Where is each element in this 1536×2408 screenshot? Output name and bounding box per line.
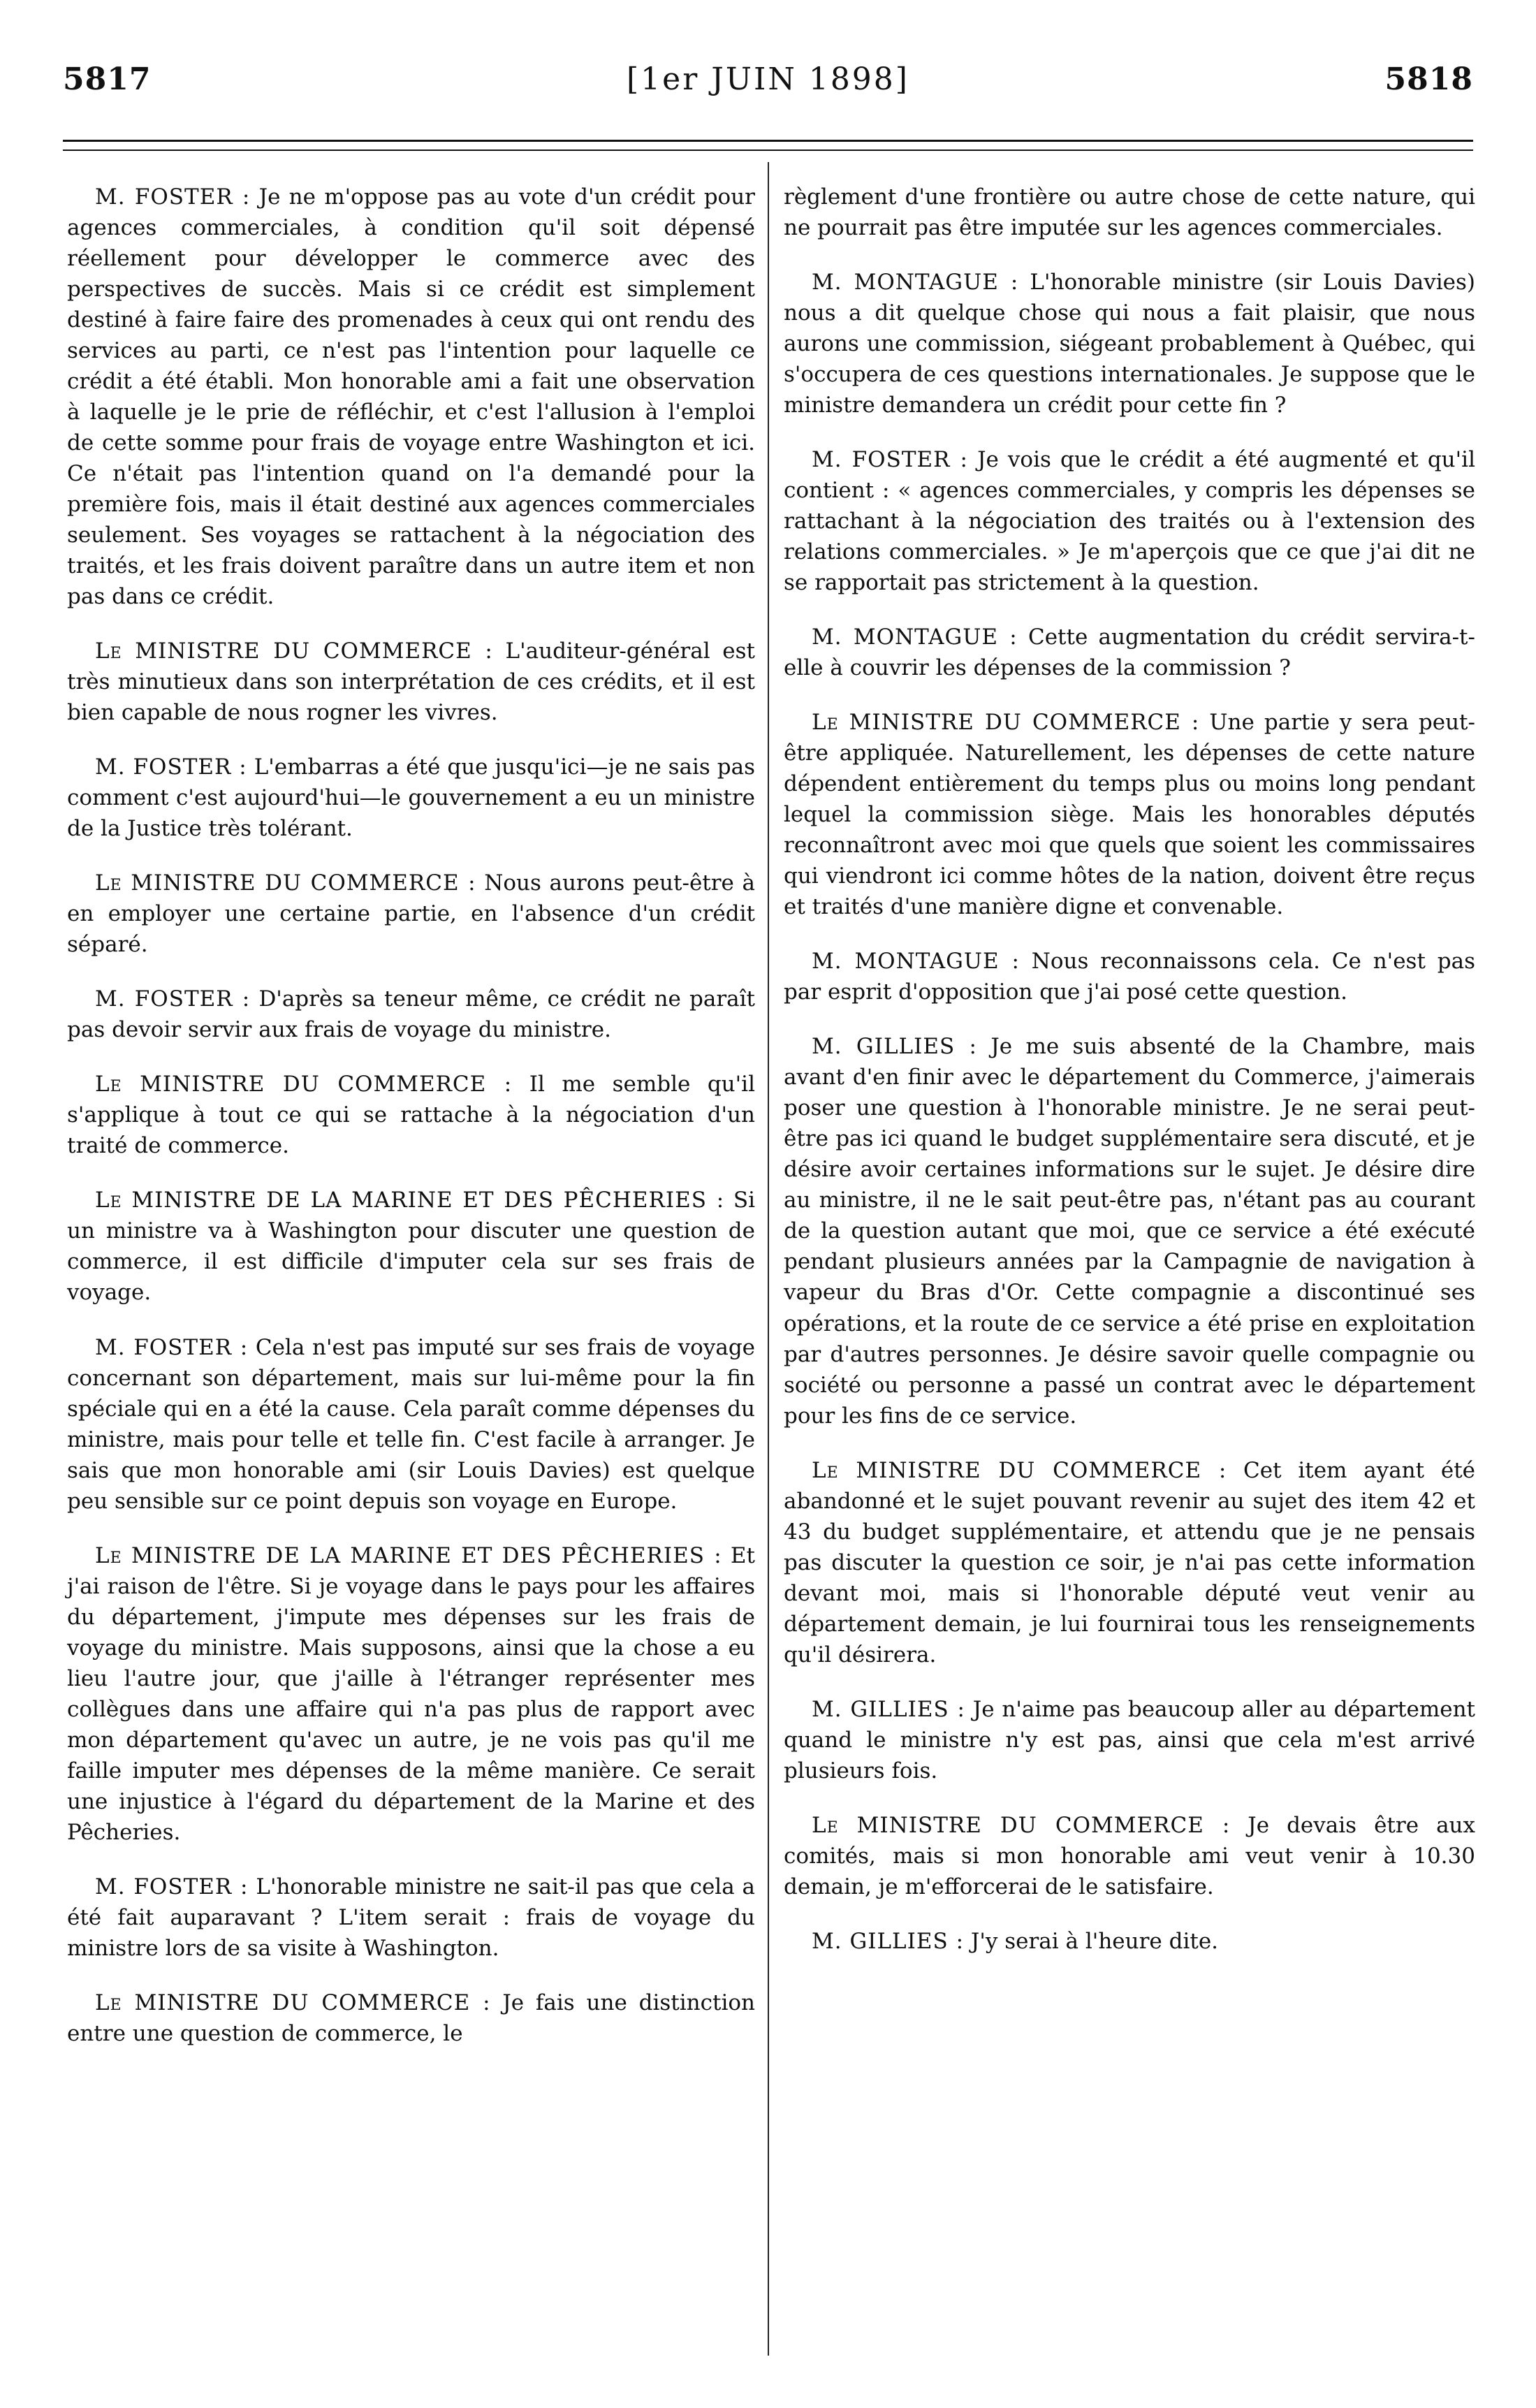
left-column	[67, 182, 755, 2073]
paragraph	[784, 1031, 1475, 1431]
speaker-name: M. GILLIES :	[812, 1696, 965, 1722]
speaker-name: Le MINISTRE DU COMMERCE :	[95, 1072, 513, 1097]
page-header	[63, 61, 1473, 110]
speaker-name: M. FOSTER :	[95, 1334, 249, 1360]
column-divider	[768, 162, 769, 2356]
speaker-name: M. FOSTER :	[812, 447, 968, 473]
speaker-name: M. FOSTER :	[95, 1874, 249, 1899]
right-column	[784, 182, 1475, 1980]
speech-text: Cette augmentation du crédit servira-t-elle à couvrir les dépenses de la commission ?	[784, 625, 1475, 681]
speech-text: L'embarras a été que jusqu'ici—je ne sais pas comment c'est aujourd'hui—le gouvernement a eu un ministre de la Justice très tolérant.	[67, 754, 755, 842]
speaker-name: M. MONTAGUE :	[812, 949, 1020, 975]
speaker-name: Le MINISTRE DU COMMERCE :	[95, 1990, 491, 2015]
speech-text: J'y serai à l'heure dite.	[970, 1928, 1219, 1954]
speech-text: D'après sa teneur même, ce crédit ne paraît pas devoir servir aux frais de voyage du ministre.	[67, 986, 755, 1043]
paragraph	[784, 267, 1475, 421]
speaker-name: Le MINISTRE DU COMMERCE :	[95, 639, 493, 664]
page-number-left: 5817	[63, 61, 152, 97]
speaker-name: Le MINISTRE DU COMMERCE :	[812, 710, 1200, 736]
speech-text: Nous aurons peut-être à en employer une certaine partie, en l'absence d'un crédit séparé.	[67, 870, 755, 958]
paragraph	[784, 1810, 1475, 1902]
speech-text: Nous reconnaissons cela. Ce n'est pas par esprit d'opposition que j'ai posé cette question.	[784, 949, 1475, 1005]
paragraph	[67, 1540, 755, 1848]
speaker-name: M. GILLIES :	[812, 1034, 978, 1060]
paragraph	[784, 1455, 1475, 1670]
paragraph	[67, 1871, 755, 1964]
paragraph	[784, 182, 1475, 243]
speaker-name: M. FOSTER :	[95, 986, 251, 1012]
page-number-right: 5818	[1384, 61, 1473, 97]
paragraph	[784, 707, 1475, 922]
speaker-name: Le MINISTRE DE LA MARINE ET DES PÊCHERIES :	[95, 1188, 725, 1213]
speech-text: règlement d'une frontière ou autre chose de cette nature, qui ne pourrait pas être imputée sur les agences commerciales.	[784, 184, 1475, 241]
header-rule-bottom	[63, 149, 1473, 151]
header-date: [1er JUIN 1898]	[627, 61, 909, 97]
speech-text: Je me suis absenté de la Chambre, mais avant d'en finir avec le département du Commerce, j'aimerais poser une question à l'honorable ministre. Je ne serai peut-être pas ici quand le budget supplémentaire sera discuté, et je désire avoir certaines informations sur le sujet. Je désire dire au ministre, il ne le sait peut-être pas, n'étant pas au courant de la question autant que moi, que ce service a été exécuté pendant plusieurs années par la Campagnie de navigation à vapeur du Bras d'Or. Cette compagnie a discontinué ses opérations, et la route de ce service a été prise en exploitation par d'autres personnes. Je désire savoir quelle compagnie ou société ou personne a passé un contrat avec le département pour les fins de ce service.	[784, 1034, 1475, 1429]
speaker-name: M. MONTAGUE :	[812, 270, 1019, 295]
speech-text: L'honorable ministre ne sait-il pas que cela a été fait auparavant ? L'item serait : frais de voyage du ministre lors de sa visite à Washington.	[67, 1874, 756, 1961]
speaker-name: M. GILLIES :	[812, 1928, 965, 1954]
paragraph	[784, 1694, 1475, 1786]
speech-text: Je vois que le crédit a été augmenté et qu'il contient : « agences commerciales, y compris les dépenses se rattachant à la négociation des traités ou à l'extension des relations commerciales. » Je m'aperçois que ce que j'ai dit ne se rapportait pas strictement à la question.	[784, 447, 1475, 596]
speaker-name: M. MONTAGUE :	[812, 625, 1018, 650]
speech-text: Cet item ayant été abandonné et le sujet pouvant revenir au sujet des item 42 et 43 du budget supplémentaire, et attendu que je ne pensais pas discuter la question ce soir, je n'ai pas cette information devant moi, mais si l'honorable député veut venir au département demain, je lui fournirai tous les renseignements qu'il désirera.	[784, 1457, 1476, 1668]
paragraph	[67, 752, 755, 844]
speech-text: Et j'ai raison de l'être. Si je voyage dans le pays pour les affaires du département, j'impute mes dépenses sur les frais de voyage du ministre. Mais supposons, ainsi que la chose a eu lieu l'autre jour, que j'aille à l'étranger représenter mes collègues dans une affaire qui n'a pas plus de rapport avec mon département qu'avec un autre, je ne vois pas qu'il me faille imputer mes dépenses de la même manière. Ce serait une injustice à l'égard du département de la Marine et des Pêcheries.	[67, 1542, 755, 1845]
speech-text: Cela n'est pas imputé sur ses frais de voyage concernant son département, mais sur lui-même pour la fin spéciale qui en a été la cause. Cela paraît comme dépenses du ministre, mais pour telle et telle fin. C'est facile à arranger. Je sais que mon honorable ami (sir Louis Davies) est quelque peu sensible sur ce point depuis son voyage en Europe.	[67, 1334, 756, 1514]
paragraph	[67, 984, 755, 1045]
speech-text: Je n'aime pas beaucoup aller au département quand le ministre n'y est pas, ainsi que cela m'est arrivé plusieurs fois.	[784, 1696, 1475, 1783]
paragraph	[67, 1332, 755, 1517]
speaker-name: Le MINISTRE DU COMMERCE :	[812, 1812, 1231, 1838]
speech-text: Si un ministre va à Washington pour discuter une question de commerce, il est difficile d'imputer cela sur ses frais de voyage.	[67, 1188, 755, 1306]
speaker-name: M. FOSTER :	[95, 184, 251, 210]
paragraph	[67, 636, 755, 728]
speech-text: Une partie y sera peut-être appliquée. Naturellement, les dépenses de cette nature dépendent entièrement du temps plus ou moins long pendant lequel la commission siège. Mais les honorables députés reconnaîtront avec moi que quels que soient les commissaires qui viendront ici comme hôtes de la nation, doivent être reçus et traités d'une manière digne et convenable.	[784, 710, 1475, 920]
speech-text: L'honorable ministre (sir Louis Davies) nous a dit quelque chose qui nous a fait plaisir, que nous aurons une commission, siégeant probablement à Québec, qui s'occupera de ces questions internationales. Je suppose que le ministre demandera un crédit pour cette fin ?	[784, 270, 1475, 418]
speech-text: Il me semble qu'il s'applique à tout ce qui se rattache à la négociation d'un traité de commerce.	[67, 1072, 755, 1159]
header-rule-top	[63, 140, 1473, 142]
paragraph	[784, 946, 1475, 1007]
speech-text: Je ne m'oppose pas au vote d'un crédit pour agences commerciales, à condition qu'il soit dépensé réellement pour développer le commerce avec des perspectives de succès. Mais si ce crédit est simplement destiné à faire faire des promenades à ceux qui ont rendu des services au parti, ce n'est pas l'intention pour laquelle ce crédit a été établi. Mon honorable ami a fait une observation à laquelle je le prie de réfléchir, et c'est l'allusion à l'emploi de cette somme pour frais de voyage entre Washington et ici. Ce n'était pas l'intention quand on l'a demandé pour la première fois, mais il était destiné aux agences commerciales seulement. Ses voyages se rattachent à la négociation des traités, et les frais doivent paraître dans un autre item et non pas dans ce crédit.	[67, 184, 755, 610]
paragraph	[784, 1926, 1475, 1957]
paragraph	[67, 1185, 755, 1308]
paragraph	[67, 1069, 755, 1161]
paragraph	[67, 182, 755, 612]
paragraph	[67, 1987, 755, 2049]
paragraph	[67, 868, 755, 960]
speaker-name: Le MINISTRE DE LA MARINE ET DES PÊCHERIES :	[95, 1542, 722, 1568]
speaker-name: Le MINISTRE DU COMMERCE :	[95, 870, 476, 896]
speech-text: Je devais être aux comités, mais si mon honorable ami veut venir à 10.30 demain, je m'efforcerai de le satisfaire.	[784, 1812, 1475, 1899]
speech-text: Je fais une distinction entre une question de commerce, le	[67, 1990, 755, 2046]
speaker-name: Le MINISTRE DU COMMERCE :	[812, 1457, 1227, 1483]
paragraph	[784, 444, 1475, 598]
speaker-name: M. FOSTER :	[95, 754, 247, 780]
paragraph	[784, 622, 1475, 683]
speech-text: L'auditeur-général est très minutieux dans son interprétation de ces crédits, et il est bien capable de nous rogner les vivres.	[67, 639, 755, 726]
